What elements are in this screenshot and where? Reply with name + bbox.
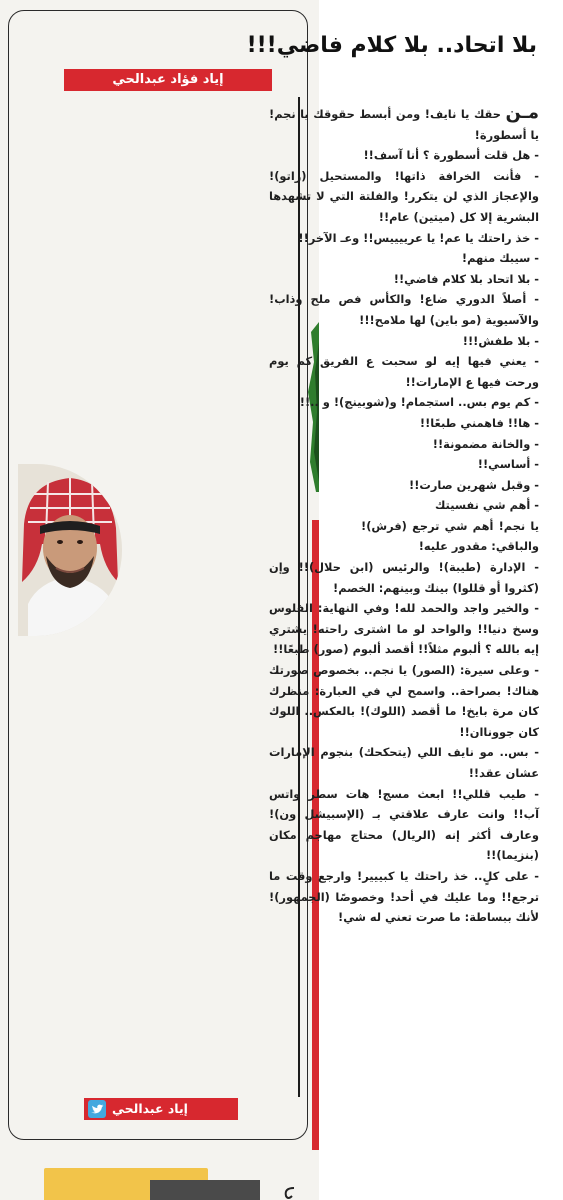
article-paragraph: - ها!! فاهمني طبعًا!!: [419, 415, 539, 430]
article-paragraph: - يعني فيها إيه لو سحبت ع الفريق كم يوم ورحت فيها ع الإمارات!!: [269, 354, 539, 389]
article-paragraph: - على كلٍ.. خذ راحتك يا كبييير! وارجع وقت ما ترجع!! وما عليك في أحد! وخصوصًا (الجمهور)! لأنك ببساطة: ما صرت تعني له شي!: [269, 868, 539, 925]
article-paragraph: - أساسي!!: [477, 457, 539, 472]
article-paragraph: - بلا طفش!!!: [462, 333, 539, 348]
article-paragraph: - أصلاً الدوري ضاع! والكأس فص ملح وذاب! والآسيوية (مو باين) لها ملامح!!!: [269, 292, 539, 327]
article-paragraph: - بلا اتحاد بلا كلام فاضي!!: [393, 271, 539, 286]
article-paragraph: - بس.. مو نايف اللي (يتحكحك) بنجوم الإمارات عشان عقد!!: [269, 745, 539, 780]
article-paragraph: - فأنت الخرافة ذاتها! والمستحيل (زاتو)! والإعجاز الذي لن يتكرر! والفلتة التي لا تشهدها البشرية إلا كل (ميتين) عام!!: [269, 168, 539, 224]
article-paragraph: - طيب قللي!! ابعث مسج! هات سطر واتس آب!! وانت عارف علاقتي بـ (الإسبيشل ون)! وعارف أكثر إنه (الريال) محتاج مهاجم مكان (بنزيما)!!: [269, 786, 539, 863]
drop-cap: مـن: [505, 102, 539, 123]
column-headline: بلا اتحاد.. بلا كلام فاضي!!!: [246, 33, 537, 58]
article-paragraph: - وعلى سيرة: (الصور) يا نجم.. بخصوص صورتك هناك! بصراحة.. واسمح لي في العبارة: منظرك كان مرة بايخ! ما أقصد (اللوك)! بالعكس.. اللوك كان جووناان!!: [269, 663, 539, 739]
article-paragraph: - سيبك منهم!: [461, 251, 539, 266]
article-paragraph: - هل قلت أسطورة ؟ أنا آسف!!: [363, 148, 539, 163]
decorative-swirl-icon: [282, 1186, 296, 1200]
twitter-icon[interactable]: [88, 1100, 106, 1118]
twitter-bird-icon: [88, 1100, 106, 1118]
article-paragraph: - خذ راحتك يا عم! يا عرييييس!! وعـ الآخر!!: [298, 230, 539, 245]
article-paragraph: - وقبل شهرين صارت!!: [409, 477, 539, 492]
article-paragraph: - أهم شي نفسيتك: [434, 498, 539, 513]
article-paragraph: يا نجم! أهم شي ترجع (فرش)! والباقي: مقدور عليه!: [361, 518, 539, 554]
article-paragraph: - والخير واجد والحمد لله! وفي النهاية: الفلوس وسخ دنيا!! والواحد لو ما اشترى راحته! يشتري إيه بالله ؟ ألبوم مثلاً!! أقصد ألبوم (صور) طبعًا!!: [269, 601, 539, 657]
article-paragraph: - الإدارة (طيبة)! والرئيس (ابن حلال)!! وإن (كثروا أو قللوا) بينك وبينهم: الخصم!: [269, 560, 539, 595]
article-paragraph: - والخانة مضمونة!!: [432, 436, 539, 451]
byline-banner: إياد فؤاد عبدالحي: [64, 69, 272, 91]
article-paragraph: مـن حقك يا نايف! ومن أبسط حقوقك يا نجم! يا أسطورة!: [269, 102, 539, 142]
next-section-dark-fragment: [150, 1180, 260, 1200]
column-article: [269, 104, 539, 928]
article-paragraph: - كم يوم بس.. استجمام! و(شوبينج)! و ..!!: [299, 395, 539, 410]
author-signature-banner: إياد عبدالحي: [84, 1098, 238, 1120]
